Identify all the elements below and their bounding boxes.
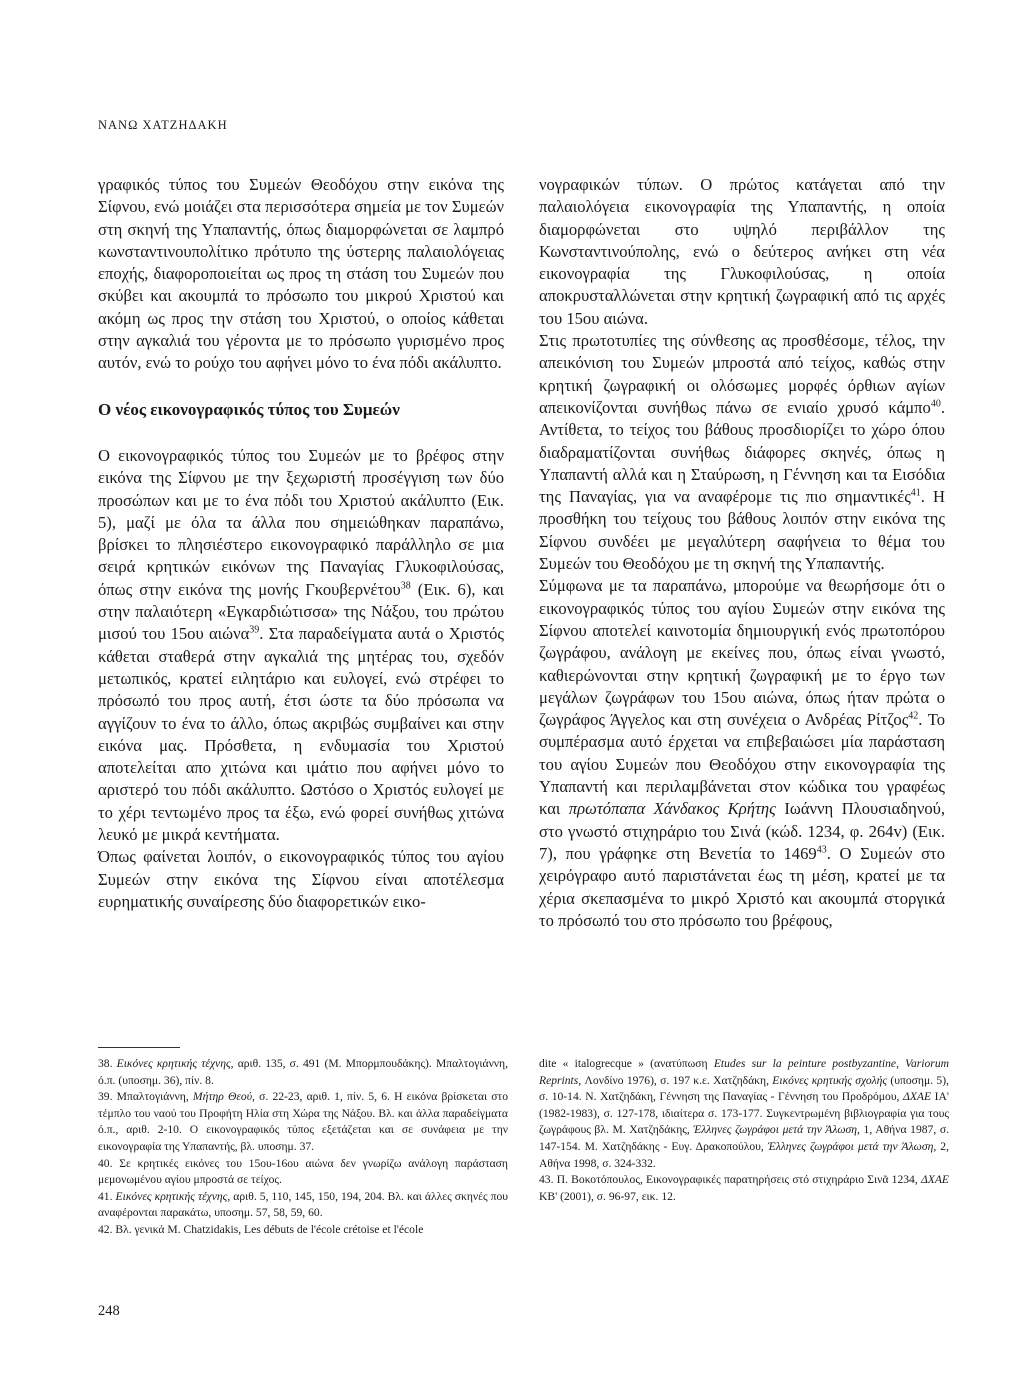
footnote-italic: ΔΧΑΕ bbox=[903, 1090, 932, 1104]
paragraph-text: Ο εικονογραφικός τύπος του Συμεών με το βρέφος στην εικόνα της Σίφνου με την ξεχωριστή προσέγγιση των δύο προσώπων και με το ένα πόδι του Χριστού ακάλυπτο (Εικ. 5), μαζί με όλα τα άλλα που σημειώθηκαν παραπάνω, βρίσκει το πλησιέστερο εικονογραφικό παράλληλο σε μια σειρά κρητικών εικόνων της Παναγίας Γλυκοφιλούσας, όπως στην εικόνα της μονής Γκουβερνέτου bbox=[98, 445, 504, 599]
footnote-ref[interactable]: 40 bbox=[930, 398, 941, 410]
footnote-text: 41. bbox=[98, 1189, 116, 1203]
footnote-ref[interactable]: 41 bbox=[910, 487, 921, 499]
footnote-text: , Λονδίνο 1976), σ. 197 κ.ε. Χατζηδάκη, bbox=[578, 1073, 773, 1087]
footnote-italic: Έλληνες ζωγράφοι μετά την Άλωση bbox=[693, 1123, 858, 1137]
footnote-italic: Εικόνες κρητικής τέχνης bbox=[115, 1189, 228, 1203]
footnote-text: , αριθ. 135, σ. 491 (Μ. Μπορμπουδάκης). Μπαλτογιάννη, ό.π. (υποσημ. 36), πίν. 8. bbox=[98, 1057, 509, 1087]
footnote-text: 38. bbox=[98, 1057, 117, 1070]
paragraph-text: . Το συμπέρασμα αυτό έρχεται να επιβεβαιώσει μία παράσταση του αγίου Συμεών που Θεοδόχου στην εικονογραφία της Υπαπαντή και περιλαμβάνεται στον κώδικα του γραφέως και bbox=[539, 710, 945, 819]
footnote-text: ΚΒ' (2001), σ. 96-97, εικ. 12. bbox=[539, 1189, 676, 1203]
footnote-42-continued bbox=[539, 1056, 949, 1172]
paragraph: Όπως φαίνεται λοιπόν, ο εικονογραφικός τύπος του αγίου Συμεών στην εικόνα της Σίφνου είναι αποτέλεσμα ευρηματικής συναίρεσης δύο διαφορετικών εικο- bbox=[98, 847, 504, 911]
footnote-italic: ΔΧΑΕ bbox=[920, 1173, 949, 1187]
left-column bbox=[98, 174, 504, 913]
footnote-text: dite « italogrecque » (ανατύπωση bbox=[539, 1057, 714, 1070]
footnote-text: 39. Μπαλτογιάννη, bbox=[98, 1090, 193, 1104]
footnote-42: 42. Βλ. γενικά Μ. Chatzidakis, Les débuts de l'école crétoise et l'école bbox=[98, 1222, 424, 1236]
right-column bbox=[539, 174, 945, 932]
footnote-41 bbox=[98, 1189, 508, 1222]
paragraph-text: . Ο Συμεών στο χειρόγραφο αυτό παριστάνεται έως τη μέση, κρατεί με τα χέρια σκεπασμένα το μικρό Χριστό και ακουμπά στοργικά το πρόσωπό του στο πρόσωπο του βρέφους, bbox=[539, 843, 945, 930]
footnote-italic: Μήτηρ Θεού bbox=[192, 1090, 253, 1104]
footnote-text: ΙΑ' (1982-1983), σ. 127-178, ιδιαίτερα σ. 173-177. Συγκεντρωμένη βιβλιογραφία για τους ζωγράφους βλ. Μ. Χατζηδάκης, bbox=[539, 1090, 949, 1137]
footnote-text: (υποσημ. 5), σ. 10-14. Ν. Χατζηδάκη, Γέννηση της Παναγίας - Γέννηση του Προδρόμου, bbox=[539, 1073, 949, 1104]
footnote-ref[interactable]: 38 bbox=[400, 580, 411, 592]
footnote-ref[interactable]: 39 bbox=[249, 624, 260, 636]
paragraph-text: Ιωάννη Πλουσιαδηνού, στο γνωστό στιχηράριο του Σινά (κώδ. 1234, φ. 264v) (Εικ. 7), που γράφηκε στη Βενετία το 1469 bbox=[539, 799, 945, 863]
page-number: 248 bbox=[98, 1303, 120, 1319]
footnote-italic: Έλληνες ζωγράφοι μετά την Άλωση bbox=[767, 1139, 934, 1153]
paragraph-text: . Η προσθήκη του τείχους του βάθους λοιπόν στην εικόνα της Σίφνου συνδέει με μεγαλύτερη σαφήνεια το θέμα του Συμεών του Θεοδόχου με τη σκηνή της Υπαπαντής. bbox=[539, 487, 946, 574]
footnote-text: , 2, Αθήνα 1998, σ. 324-332. bbox=[539, 1139, 949, 1170]
section-title: Ο νέος εικονογραφικός τύπος του Συμεών bbox=[98, 399, 400, 419]
footnote-text: , σ. 22-23, αριθ. 1, πίν. 5, 6. Η εικόνα βρίσκεται στο τέμπλο του ναού του Προφήτη Ηλία στη Χώρα της Νάξου. Βλ. και άλλα παραδείγματα ό.π., αριθ. 2-10. Ο εικονογραφικός τύπος εξετάζεται και σε συνάφεια με την εικονογραφία της Υπαπαντής, βλ. υποσημ. 37. bbox=[98, 1090, 508, 1153]
paragraph-text: Σύμφωνα με τα παραπάνω, μπορούμε να θεωρήσομε ότι ο εικονογραφικός τύπος του αγίου Συμεών στην εικόνα της Σίφνου αποτελεί καινοτομία δημιουργική ενός πρωτοπόρου ζωγράφου, ανάλογη με εκείνες που, όπως είναι γνωστό, καθιερώνονται στην κρητική ζωγραφική με το έργο των μεγάλων ζωγράφων του 15ου αιώνα, όπως ήταν πρώτα ο ζωγράφος Άγγελος και στη συνέχεια ο Ανδρέας Ρίτζος bbox=[539, 576, 945, 730]
footnote-text: 43. Π. Βοκοτόπουλος, Εικονογραφικές παρατηρήσεις στό στιχηράριο Σινᾶ 1234, bbox=[539, 1173, 921, 1187]
paragraph: νογραφικών τύπων. Ο πρώτος κατάγεται από την παλαιολόγεια εικονογραφία της Υπαπαντής, η οποία διαμορφώνεται στο υψηλό περιβάλλον της Κωνσταντινούπολης, ενώ ο δεύτερος ανήκει στη νέα εικονογραφία της Γλυκοφιλούσας, η οποία αποκρυσταλλώνεται στην κρητική ζωγραφική από τις αρχές του 15ου αιώνα. bbox=[539, 175, 945, 328]
running-head: ΝΑΝΩ ΧΑΤΖΗΔΑΚΗ bbox=[98, 118, 228, 132]
paragraph bbox=[98, 445, 504, 846]
footnote-38 bbox=[98, 1056, 508, 1089]
italic-text: πρωτόπαπα Χάνδακος Κρήτης bbox=[568, 799, 776, 819]
paragraph-text: Στις πρωτοτυπίες της σύνθεσης ας προσθέσομε, τέλος, την απεικόνιση του Συμεών μπροστά από τείχος, καθώς στην κρητική ζωγραφική οι ολόσωμες μορφές όρθιων αγίων απεικονίζονται συνήθως πάνω σε ενιαίο χρυσό κάμπο bbox=[539, 331, 945, 417]
paragraph bbox=[539, 575, 945, 932]
paragraph-text: . Αντίθετα, το τείχος του βάθους προσδιορίζει το χώρο όπου διαδραματίζονται συνήθως διάφορες σκηνές, όπως η Υπαπαντή αλλά και η Σταύρωση, η Γέννηση και τα Εισόδια της Παναγίας, για να αναφέρομε τις πιο σημαντικές bbox=[539, 397, 945, 507]
footnotes-left bbox=[98, 1056, 508, 1239]
footnote-43 bbox=[539, 1172, 949, 1205]
footnote-39 bbox=[98, 1089, 508, 1155]
paragraph-text: . Στα παραδείγματα αυτά ο Χριστός κάθεται σταθερά στην αγκαλιά της μητέρας του, σχεδόν μετωπικός, κρατεί ειλητάριο και ευλογεί, ενώ στρέφει το πρόσωπό του προς αυτή, έτσι ώστε τα δύο πρόσωπα να αγγίζουν το ένα το άλλο, όπως ακριβώς συμβαίνει και στην εικόνα μας. Πρόσθετα, η ενδυμασία του Χριστού αποτελείται απο χιτώνα και ιμάτιο που αφήνει μόνο το αριστερό του πόδι ακάλυπτο. Ωστόσο ο Χριστός ευλογεί με το χέρι τεντωμένο προς τα έξω, ενώ φορεί συνήθως χιτώνα λευκό με μικρά κεντήματα. bbox=[98, 624, 504, 845]
paragraph: γραφικός τύπος του Συμεών Θεοδόχου στην εικόνα της Σίφνου, ενώ μοιάζει στα περισσότερα σημεία με τον Συμεών στη σκηνή της Υπαπαντής, όπως διαμορφώνεται σε λαμπρό κωνσταντινουπολίτικο πρότυπο της ύστερης παλαιολόγειας εποχής, διαφοροποιείται ως προς τη στάση του Συμεών που σκύβει και ακουμπά το πρόσωπο του μικρού Χριστού και ακόμη ως προς την στάση του Χριστού, ο οποίος κάθεται στην αγκαλιά του γέροντα με το πρόσωπο γυρισμένο προς αυτόν, ενώ το ρούχο του αφήνει μόνο το ένα πόδι ακάλυπτο. bbox=[98, 175, 504, 373]
footnote-divider bbox=[98, 1047, 180, 1048]
footnote-ref[interactable]: 43 bbox=[816, 844, 827, 856]
paragraph-text: (Εικ. 6), και στην παλαιότερη «Εγκαρδιώτισσα» της Νάξου, του πρώτου μισού του 15ου αιώνα bbox=[98, 579, 504, 644]
footnote-40: 40. Σε κρητικές εικόνες του 15ου-16ου αιώνα δεν γνωρίζω ανάλογη παράσταση μεμονωμένου αγίου μπροστά σε τείχος. bbox=[98, 1156, 508, 1187]
paragraph bbox=[539, 330, 945, 575]
footnote-italic: Εικόνες κρητικής τέχνης bbox=[116, 1057, 231, 1070]
footnotes-right bbox=[539, 1056, 949, 1205]
footnote-text: , 1, Αθήνα 1987, σ. 147-154. Μ. Χατζηδάκης - Ευγ. Δρακοπούλου, bbox=[539, 1123, 949, 1153]
footnote-italic: Etudes sur la peinture postbyzantine, Variorum Reprints bbox=[539, 1057, 949, 1087]
footnote-ref[interactable]: 42 bbox=[908, 710, 919, 722]
footnote-italic: Εικόνες κρητικής σχολής bbox=[772, 1073, 888, 1087]
footnote-text: , αριθ. 5, 110, 145, 150, 194, 204. Βλ. και άλλες σκηνές που αναφέρονται παρακάτω, υποσημ. 57, 58, 59, 60. bbox=[98, 1189, 509, 1220]
